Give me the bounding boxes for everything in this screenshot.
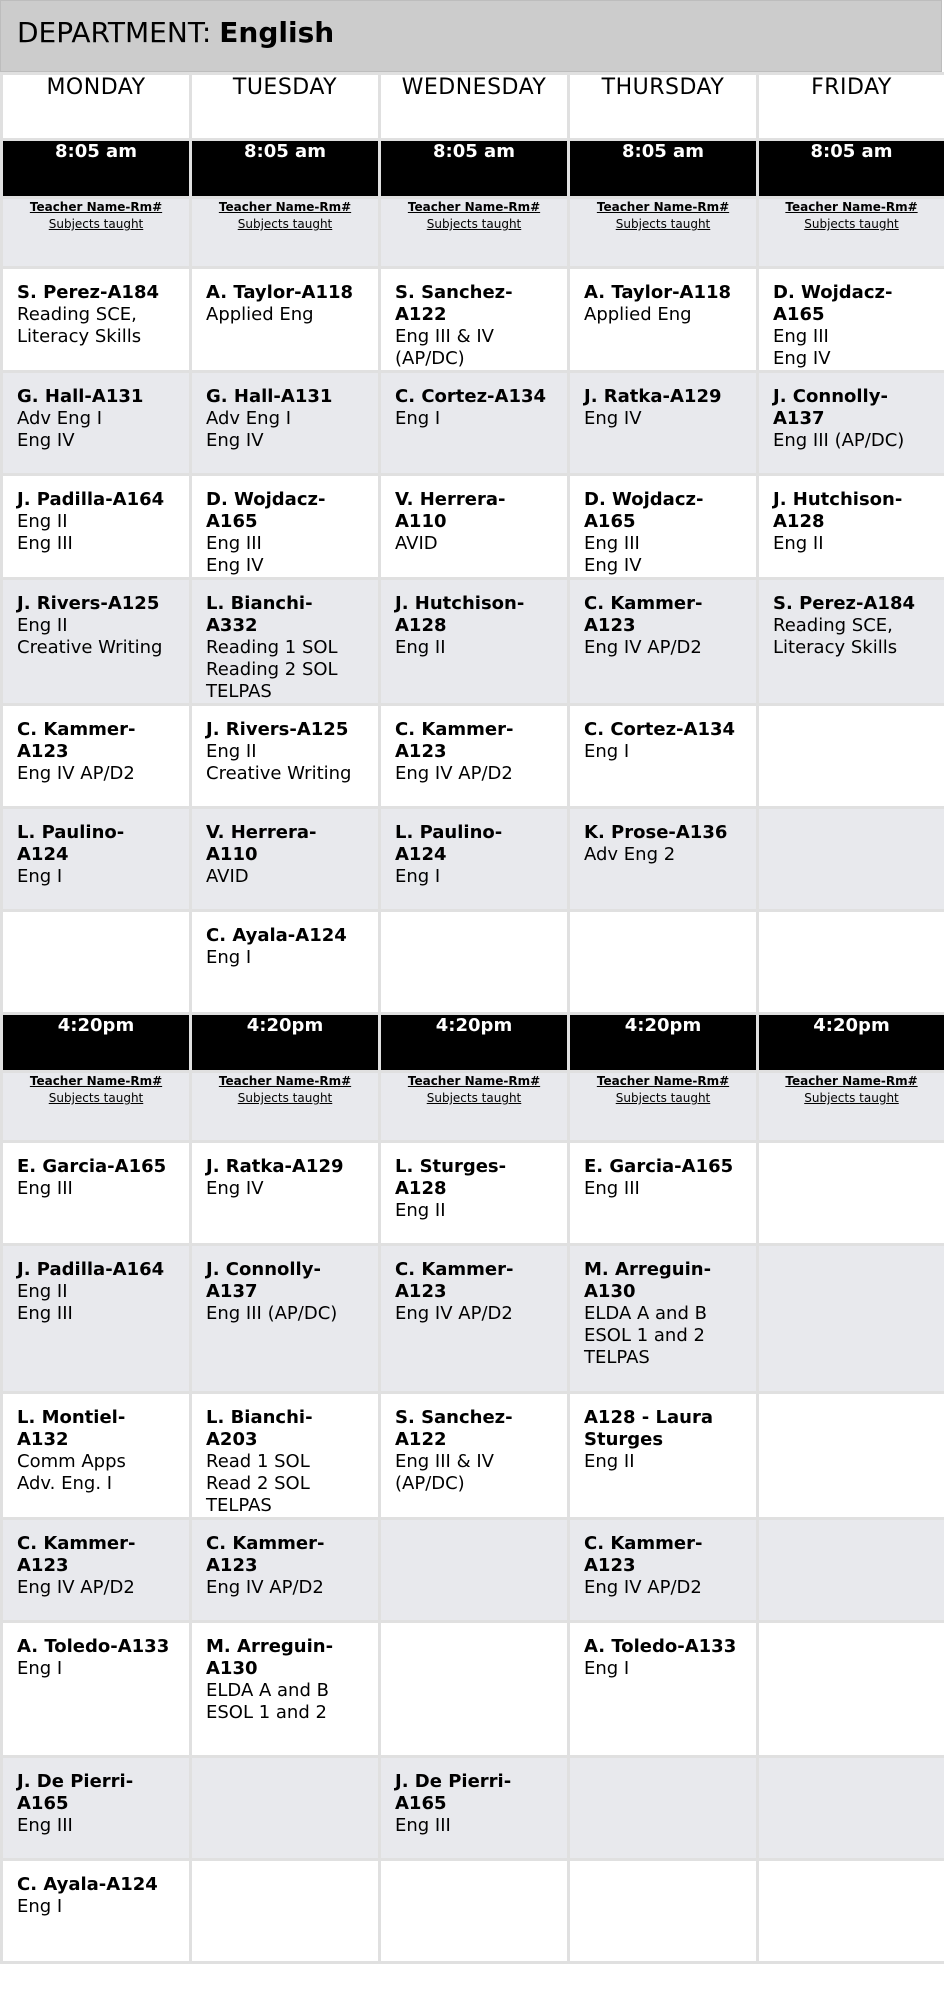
subjects-taught: AVID: [206, 866, 249, 887]
schedule-cell-tuesday: [191, 475, 380, 579]
teacher-name-room: C. Kammer-A123: [17, 719, 136, 762]
subjects-taught: Comm Apps Adv. Eng. I: [17, 1451, 126, 1494]
schedule-cell-monday: [2, 475, 191, 579]
legend-teacher-room: Teacher Name-Rm#: [407, 200, 541, 214]
subjects-taught: Eng III & IV (AP/DC): [395, 1451, 494, 1494]
teacher-name-room: A. Taylor-A118: [206, 282, 354, 303]
legend-cell: [569, 1072, 758, 1142]
day-header-row: [2, 74, 944, 140]
schedule-cell-wednesday: [380, 808, 569, 911]
schedule-cell-tuesday: [191, 372, 380, 475]
teacher-name-room: J. Connolly-A137: [773, 386, 888, 429]
schedule-cell-monday: [2, 1393, 191, 1519]
schedule-cell-tuesday: [191, 1622, 380, 1757]
legend-teacher-room: Teacher Name-Rm#: [785, 200, 918, 214]
subjects-taught: Eng II: [773, 533, 824, 554]
teacher-name-room: C. Kammer-A123: [395, 719, 514, 762]
subjects-taught: Eng I: [206, 947, 252, 968]
schedule-cell-wednesday: [380, 475, 569, 579]
subjects-taught: Eng I: [584, 741, 630, 762]
legend-cell: [380, 1072, 569, 1142]
teacher-name-room: K. Prose-A136: [584, 822, 728, 843]
teacher-name-room: D. Wojdacz-A165: [773, 282, 893, 325]
schedule-cell-thursday: [569, 1860, 758, 1963]
teacher-name-room: D. Wojdacz-A165: [206, 489, 326, 532]
day-header-thursday: THURSDAY: [569, 74, 758, 140]
teacher-name-room: C. Cortez-A134: [584, 719, 736, 740]
teacher-name-room: J. De Pierri-A165: [395, 1771, 512, 1814]
legend-teacher-room: Teacher Name-Rm#: [785, 1074, 918, 1088]
session-time-friday: 4:20pm: [758, 1014, 944, 1072]
subjects-taught: Eng IV AP/D2: [17, 763, 135, 784]
schedule-cell-thursday: [569, 1519, 758, 1622]
legend-row: [2, 1072, 944, 1142]
schedule-cell-wednesday: [380, 1622, 569, 1757]
schedule-cell-monday: [2, 372, 191, 475]
schedule-cell-monday: [2, 808, 191, 911]
teacher-name-room: C. Kammer-A123: [206, 1533, 325, 1576]
teacher-name-room: V. Herrera-A110: [395, 489, 506, 532]
legend-teacher-room: Teacher Name-Rm#: [218, 1074, 352, 1088]
teacher-name-room: J. Connolly-A137: [206, 1259, 321, 1302]
legend-subjects: Subjects taught: [426, 217, 522, 231]
subjects-taught: Adv Eng I Eng IV: [17, 408, 103, 451]
teacher-name-room: J. Hutchison-A128: [395, 593, 525, 636]
schedule-cell-thursday: [569, 475, 758, 579]
subjects-taught: Eng IV AP/D2: [17, 1577, 135, 1598]
teacher-name-room: L. Bianchi-A332: [206, 593, 313, 636]
schedule-cell-wednesday: [380, 1393, 569, 1519]
legend-row: [2, 198, 944, 268]
schedule-cell-wednesday: [380, 579, 569, 705]
schedule-cell-friday: [758, 1757, 944, 1860]
schedule-cell-monday: [2, 579, 191, 705]
schedule-cell-friday: [758, 1393, 944, 1519]
schedule-cell-friday: [758, 911, 944, 1014]
legend-cell: [2, 198, 191, 268]
subjects-taught: Eng I: [17, 1896, 63, 1917]
session-time-thursday: 4:20pm: [569, 1014, 758, 1072]
table-row: [2, 475, 944, 579]
schedule-cell-thursday: [569, 1757, 758, 1860]
subjects-taught: Eng IV AP/D2: [584, 637, 702, 658]
teacher-name-room: C. Kammer-A123: [584, 1533, 703, 1576]
legend-subjects: Subjects taught: [48, 217, 144, 231]
teacher-name-room: C. Cortez-A134: [395, 386, 547, 407]
schedule-cell-monday: [2, 1245, 191, 1393]
subjects-taught: Eng IV: [584, 408, 642, 429]
legend-subjects: Subjects taught: [48, 1091, 144, 1105]
schedule-cell-tuesday: [191, 808, 380, 911]
subjects-taught: Eng IV AP/D2: [395, 1303, 513, 1324]
table-row: [2, 1622, 944, 1757]
schedule-cell-thursday: [569, 372, 758, 475]
schedule-cell-thursday: [569, 268, 758, 372]
schedule-cell-wednesday: [380, 1245, 569, 1393]
legend-subjects: Subjects taught: [615, 1091, 711, 1105]
schedule-cell-friday: [758, 1142, 944, 1245]
subjects-taught: Eng III: [17, 1178, 73, 1199]
department-name: English: [219, 16, 335, 49]
table-row: [2, 1860, 944, 1963]
subjects-taught: Eng IV: [206, 1178, 264, 1199]
subjects-taught: Eng I: [395, 866, 441, 887]
schedule-cell-monday: [2, 1860, 191, 1963]
subjects-taught: Applied Eng: [206, 304, 314, 325]
schedule-cell-friday: [758, 705, 944, 808]
teacher-name-room: S. Perez-A184: [773, 593, 916, 614]
legend-cell: [758, 198, 944, 268]
schedule-cell-tuesday: [191, 1142, 380, 1245]
table-row: [2, 1245, 944, 1393]
legend-cell: [2, 1072, 191, 1142]
teacher-name-room: J. De Pierri-A165: [17, 1771, 134, 1814]
day-header-friday: FRIDAY: [758, 74, 944, 140]
teacher-name-room: E. Garcia-A165: [584, 1156, 734, 1177]
subjects-taught: Reading SCE, Literacy Skills: [773, 615, 898, 658]
session-time-thursday: 8:05 am: [569, 140, 758, 198]
subjects-taught: Eng III & IV (AP/DC): [395, 326, 494, 369]
teacher-name-room: A. Toledo-A133: [584, 1636, 737, 1657]
legend-subjects: Subjects taught: [237, 1091, 333, 1105]
schedule-cell-wednesday: [380, 1519, 569, 1622]
schedule-cell-wednesday: [380, 1860, 569, 1963]
schedule-cell-tuesday: [191, 1757, 380, 1860]
legend-subjects: Subjects taught: [237, 217, 333, 231]
session-time-monday: 8:05 am: [2, 140, 191, 198]
subjects-taught: Eng II Creative Writing: [17, 615, 163, 658]
schedule-cell-tuesday: [191, 579, 380, 705]
legend-teacher-room: Teacher Name-Rm#: [29, 1074, 163, 1088]
teacher-name-room: J. Rivers-A125: [17, 593, 160, 614]
table-row: [2, 579, 944, 705]
legend-subjects: Subjects taught: [426, 1091, 522, 1105]
teacher-name-room: J. Hutchison-A128: [773, 489, 903, 532]
schedule-cell-tuesday: [191, 1245, 380, 1393]
schedule-cell-monday: [2, 911, 191, 1014]
subjects-taught: Eng I: [584, 1658, 630, 1679]
subjects-taught: Read 1 SOL Read 2 SOL TELPAS: [206, 1451, 310, 1516]
teacher-name-room: C. Kammer-A123: [17, 1533, 136, 1576]
schedule-cell-friday: [758, 475, 944, 579]
subjects-taught: Eng I: [395, 408, 441, 429]
schedule-cell-wednesday: [380, 705, 569, 808]
subjects-taught: Eng III Eng IV: [773, 326, 831, 369]
teacher-name-room: J. Padilla-A164: [17, 489, 165, 510]
schedule-cell-friday: [758, 1860, 944, 1963]
legend-teacher-room: Teacher Name-Rm#: [407, 1074, 541, 1088]
teacher-name-room: E. Garcia-A165: [17, 1156, 167, 1177]
schedule-cell-tuesday: [191, 1393, 380, 1519]
subjects-taught: Eng II Eng III: [17, 511, 73, 554]
teacher-name-room: J. Rivers-A125: [206, 719, 349, 740]
schedule-cell-monday: [2, 1142, 191, 1245]
subjects-taught: Adv Eng 2: [584, 844, 676, 865]
schedule-cell-thursday: [569, 579, 758, 705]
schedule-cell-thursday: [569, 1393, 758, 1519]
teacher-name-room: L. Paulino-A124: [395, 822, 503, 865]
subjects-taught: Reading 1 SOL Reading 2 SOL TELPAS: [206, 637, 338, 702]
subjects-taught: Eng II: [395, 1200, 446, 1221]
day-header-wednesday: WEDNESDAY: [380, 74, 569, 140]
time-row: [2, 1014, 944, 1072]
teacher-name-room: L. Bianchi-A203: [206, 1407, 313, 1450]
subjects-taught: Eng II Creative Writing: [206, 741, 352, 784]
table-row: [2, 1757, 944, 1860]
schedule-cell-friday: [758, 1245, 944, 1393]
subjects-taught: AVID: [395, 533, 438, 554]
schedule-cell-thursday: [569, 1245, 758, 1393]
schedule-cell-wednesday: [380, 1142, 569, 1245]
teacher-name-room: C. Ayala-A124: [206, 925, 347, 946]
schedule-cell-tuesday: [191, 1519, 380, 1622]
schedule-cell-tuesday: [191, 705, 380, 808]
subjects-taught: Eng III (AP/DC): [773, 430, 905, 451]
table-row: [2, 268, 944, 372]
legend-teacher-room: Teacher Name-Rm#: [29, 200, 163, 214]
schedule-cell-thursday: [569, 1142, 758, 1245]
teacher-name-room: G. Hall-A131: [206, 386, 333, 407]
subjects-taught: Eng I: [17, 1658, 63, 1679]
subjects-taught: Eng III: [584, 1178, 640, 1199]
subjects-taught: Eng II Eng III: [17, 1281, 73, 1324]
teacher-name-room: A. Taylor-A118: [584, 282, 732, 303]
session-time-wednesday: 8:05 am: [380, 140, 569, 198]
schedule-cell-friday: [758, 1622, 944, 1757]
teacher-name-room: J. Ratka-A129: [206, 1156, 344, 1177]
schedule-cell-thursday: [569, 1622, 758, 1757]
table-row: [2, 808, 944, 911]
teacher-name-room: J. Padilla-A164: [17, 1259, 165, 1280]
teacher-name-room: S. Sanchez-A122: [395, 1407, 513, 1450]
schedule-cell-tuesday: [191, 1860, 380, 1963]
schedule-cell-monday: [2, 268, 191, 372]
schedule-cell-friday: [758, 1519, 944, 1622]
session-time-friday: 8:05 am: [758, 140, 944, 198]
session-time-tuesday: 4:20pm: [191, 1014, 380, 1072]
teacher-name-room: V. Herrera-A110: [206, 822, 317, 865]
schedule-cell-friday: [758, 268, 944, 372]
teacher-name-room: C. Kammer-A123: [584, 593, 703, 636]
teacher-name-room: D. Wojdacz-A165: [584, 489, 704, 532]
teacher-name-room: C. Kammer-A123: [395, 1259, 514, 1302]
legend-cell: [191, 1072, 380, 1142]
schedule-cell-thursday: [569, 911, 758, 1014]
teacher-name-room: M. Arreguin-A130: [206, 1636, 334, 1679]
teacher-name-room: S. Sanchez-A122: [395, 282, 513, 325]
legend-cell: [380, 198, 569, 268]
legend-cell: [758, 1072, 944, 1142]
table-row: [2, 911, 944, 1014]
subjects-taught: Eng III Eng IV: [206, 533, 264, 576]
subjects-taught: Eng III: [17, 1815, 73, 1836]
schedule-cell-wednesday: [380, 372, 569, 475]
schedule-cell-wednesday: [380, 268, 569, 372]
schedule-cell-thursday: [569, 808, 758, 911]
subjects-taught: ELDA A and B ESOL 1 and 2: [206, 1680, 329, 1723]
schedule-cell-monday: [2, 1622, 191, 1757]
table-row: [2, 372, 944, 475]
schedule-cell-friday: [758, 808, 944, 911]
subjects-taught: Eng IV AP/D2: [584, 1577, 702, 1598]
legend-teacher-room: Teacher Name-Rm#: [596, 1074, 730, 1088]
schedule-cell-monday: [2, 1519, 191, 1622]
teacher-name-room: A. Toledo-A133: [17, 1636, 170, 1657]
teacher-name-room: S. Perez-A184: [17, 282, 160, 303]
schedule-table: [0, 72, 944, 1964]
legend-subjects: Subjects taught: [615, 217, 711, 231]
session-time-wednesday: 4:20pm: [380, 1014, 569, 1072]
table-row: [2, 1142, 944, 1245]
time-row: [2, 140, 944, 198]
subjects-taught: Eng I: [17, 866, 63, 887]
subjects-taught: Applied Eng: [584, 304, 692, 325]
legend-subjects: Subjects taught: [804, 217, 899, 231]
table-row: [2, 1393, 944, 1519]
schedule-cell-monday: [2, 1757, 191, 1860]
teacher-name-room: L. Sturges-A128: [395, 1156, 507, 1199]
teacher-name-room: G. Hall-A131: [17, 386, 144, 407]
session-time-monday: 4:20pm: [2, 1014, 191, 1072]
schedule-cell-tuesday: [191, 268, 380, 372]
schedule-cell-monday: [2, 705, 191, 808]
subjects-taught: Eng III (AP/DC): [206, 1303, 338, 1324]
teacher-name-room: M. Arreguin-A130: [584, 1259, 712, 1302]
table-row: [2, 705, 944, 808]
legend-cell: [569, 198, 758, 268]
schedule-cell-tuesday: [191, 911, 380, 1014]
subjects-taught: Eng III: [395, 1815, 451, 1836]
subjects-taught: Eng III Eng IV: [584, 533, 642, 576]
day-header-monday: MONDAY: [2, 74, 191, 140]
subjects-taught: Adv Eng I Eng IV: [206, 408, 292, 451]
schedule-cell-thursday: [569, 705, 758, 808]
subjects-taught: ELDA A and B ESOL 1 and 2 TELPAS: [584, 1303, 707, 1368]
table-row: [2, 1519, 944, 1622]
teacher-name-room: C. Ayala-A124: [17, 1874, 158, 1895]
subjects-taught: Eng IV AP/D2: [206, 1577, 324, 1598]
legend-subjects: Subjects taught: [804, 1091, 899, 1105]
teacher-name-room: L. Montiel-A132: [17, 1407, 126, 1450]
legend-teacher-room: Teacher Name-Rm#: [596, 200, 730, 214]
department-header: [0, 0, 942, 72]
teacher-name-room: A128 - Laura Sturges: [584, 1407, 713, 1450]
subjects-taught: Eng IV AP/D2: [395, 763, 513, 784]
subjects-taught: Eng II: [584, 1451, 635, 1472]
teacher-name-room: J. Ratka-A129: [584, 386, 722, 407]
schedule-cell-friday: [758, 372, 944, 475]
schedule-cell-wednesday: [380, 1757, 569, 1860]
subjects-taught: Reading SCE, Literacy Skills: [17, 304, 142, 347]
subjects-taught: Eng II: [395, 637, 446, 658]
schedule-cell-wednesday: [380, 911, 569, 1014]
department-label: DEPARTMENT:: [17, 16, 212, 49]
day-header-tuesday: TUESDAY: [191, 74, 380, 140]
teacher-name-room: L. Paulino-A124: [17, 822, 125, 865]
schedule-cell-friday: [758, 579, 944, 705]
session-time-tuesday: 8:05 am: [191, 140, 380, 198]
legend-cell: [191, 198, 380, 268]
legend-teacher-room: Teacher Name-Rm#: [218, 200, 352, 214]
